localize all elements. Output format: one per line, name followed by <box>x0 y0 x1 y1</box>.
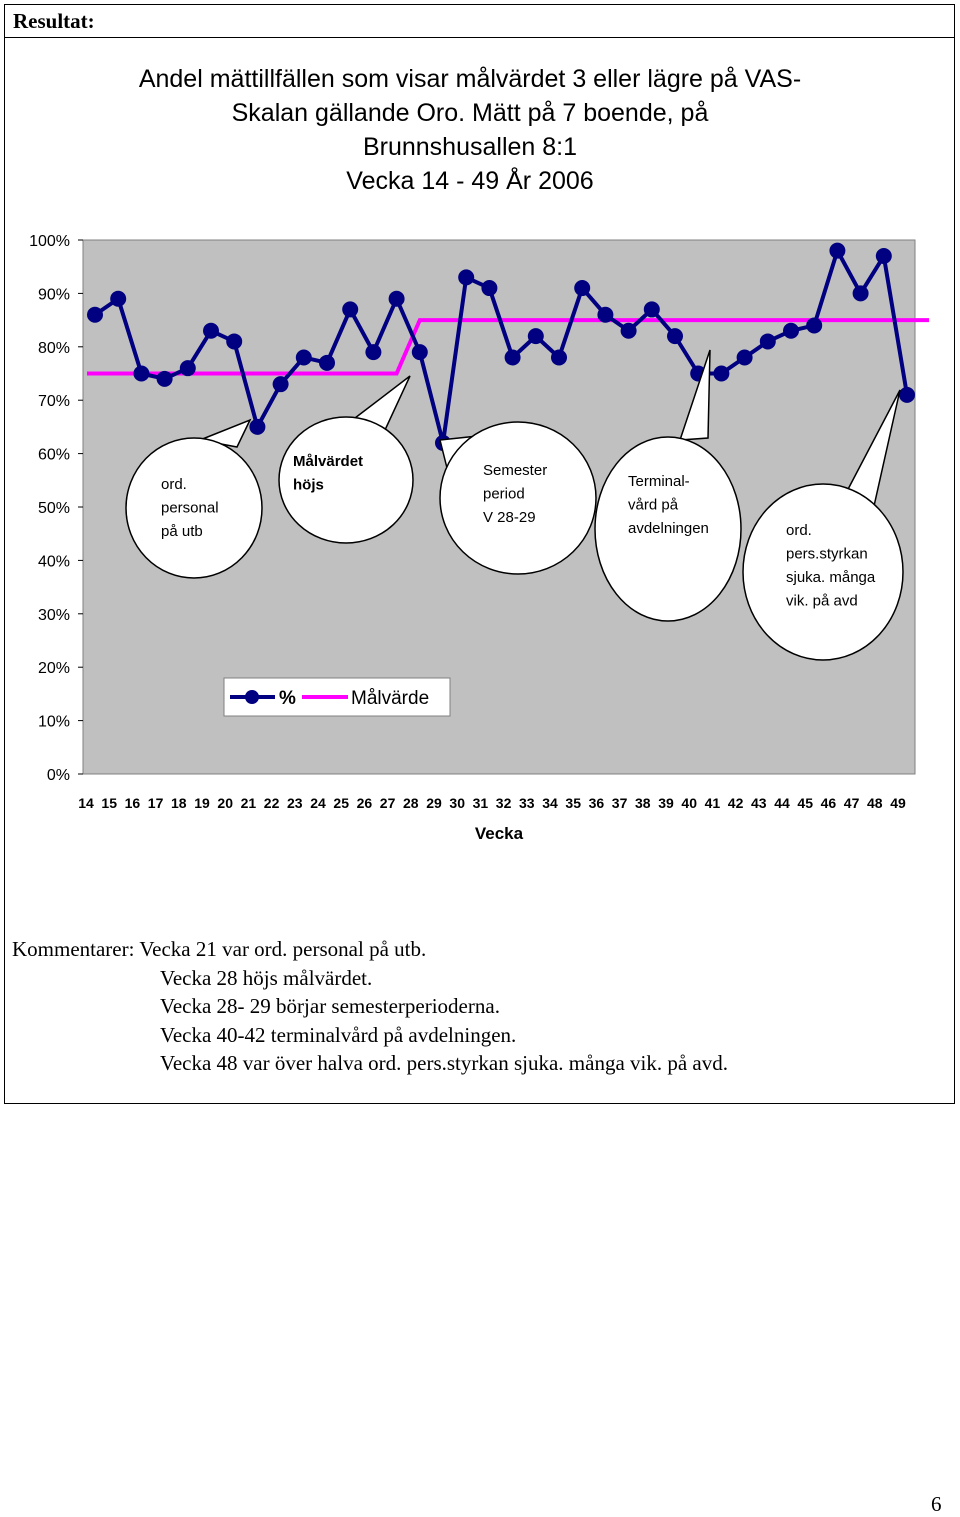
x-tick-label: 46 <box>820 795 837 811</box>
data-point <box>157 371 173 387</box>
callout-text: ord. <box>786 522 812 539</box>
x-tick-label: 49 <box>890 795 906 811</box>
x-tick-label: 26 <box>356 795 373 811</box>
y-axis <box>29 233 83 784</box>
x-tick-label: 34 <box>542 795 558 811</box>
data-point <box>319 355 335 371</box>
legend <box>224 678 450 716</box>
data-point <box>412 344 428 360</box>
callout-text: på utb <box>161 523 203 540</box>
chart-title-line-4: Vecka 14 - 49 År 2006 <box>346 167 594 195</box>
data-point <box>458 269 474 285</box>
callout-text: sjuka. många <box>786 569 876 586</box>
x-tick-label: 30 <box>449 795 465 811</box>
y-tick-label: 60% <box>37 446 70 464</box>
data-point <box>667 328 683 344</box>
x-axis-label: Vecka <box>474 824 524 843</box>
chart-title-line-2: Skalan gällande Oro. Mätt på 7 boende, på <box>231 99 709 127</box>
x-tick-label: 25 <box>333 795 349 811</box>
x-tick-label: 17 <box>147 795 164 811</box>
y-tick-label: 0% <box>46 767 70 784</box>
legend-marker-percent <box>245 690 259 704</box>
chart-title-line-3: Brunnshusallen 8:1 <box>362 133 578 161</box>
data-point <box>481 280 497 296</box>
x-tick-label: 22 <box>263 795 280 811</box>
data-point <box>273 376 289 392</box>
callout-bubble <box>440 422 596 574</box>
callout-text: personal <box>161 499 219 517</box>
data-point <box>133 366 149 382</box>
data-point <box>226 333 242 349</box>
callout-text: avdelningen <box>628 520 709 537</box>
data-point <box>574 280 590 296</box>
x-tick-label: 14 <box>78 795 94 811</box>
y-tick-label: 100% <box>29 233 70 250</box>
comment-line: Kommentarer: Vecka 21 var ord. personal på utb. <box>12 937 427 961</box>
data-point <box>296 349 312 365</box>
x-tick-label: 33 <box>519 795 535 811</box>
y-tick-label: 90% <box>37 286 70 304</box>
data-point <box>505 349 521 365</box>
y-tick-label: 70% <box>37 393 70 411</box>
x-tick-label: 28 <box>403 795 419 811</box>
x-tick-label: 23 <box>287 795 303 811</box>
x-tick-label: 40 <box>681 795 697 811</box>
section-label: Resultat: <box>13 9 95 33</box>
data-point <box>528 328 544 344</box>
data-point <box>110 291 126 307</box>
x-tick-label: 32 <box>495 795 512 811</box>
chart-title-line-1: Andel mättillfällen som visar målvärdet 3 eller lägre på VAS- <box>138 65 802 93</box>
callout-text: höjs <box>293 476 324 494</box>
data-point <box>551 349 567 365</box>
data-point <box>760 333 776 349</box>
data-point <box>621 323 637 339</box>
x-tick-label: 47 <box>843 795 860 811</box>
comments <box>12 935 728 1078</box>
x-tick-label: 27 <box>379 795 396 811</box>
data-point <box>644 301 660 317</box>
data-point <box>783 323 799 339</box>
x-tick-label: 24 <box>310 795 326 811</box>
callout-text: Målvärdet <box>293 453 364 470</box>
x-tick-label: 41 <box>704 795 721 811</box>
x-tick-label: 43 <box>751 795 767 811</box>
callout-text: Terminal- <box>628 473 690 490</box>
y-tick-label: 40% <box>37 553 70 571</box>
x-tick-label: 19 <box>194 795 210 811</box>
x-tick-label: 48 <box>867 795 883 811</box>
callout-text: vård på <box>628 496 679 514</box>
callout-text: vik. på avd <box>786 592 858 610</box>
callout-text: Semester <box>483 462 548 479</box>
x-tick-label: 45 <box>797 795 813 811</box>
comment-line: Vecka 28 höjs målvärdet. <box>160 965 373 990</box>
callout-text: V 28-29 <box>483 509 536 526</box>
x-tick-label: 20 <box>217 795 233 811</box>
data-point <box>737 349 753 365</box>
x-tick-label: 31 <box>472 795 489 811</box>
data-point <box>597 307 613 323</box>
data-point <box>899 387 915 403</box>
data-point <box>389 291 405 307</box>
y-tick-label: 10% <box>37 713 70 731</box>
legend-label-target: Målvärde <box>351 688 430 709</box>
x-tick-label: 39 <box>658 795 674 811</box>
x-tick-label: 35 <box>565 795 581 811</box>
x-tick-label: 15 <box>101 795 117 811</box>
x-tick-label: 42 <box>727 795 744 811</box>
legend-label-percent: % <box>279 688 296 709</box>
callout-text: period <box>483 485 525 503</box>
data-point <box>829 243 845 259</box>
data-point <box>853 285 869 301</box>
x-tick-label: 38 <box>635 795 651 811</box>
x-tick-label: 29 <box>426 795 442 811</box>
data-point <box>180 360 196 376</box>
comment-line: Vecka 28- 29 börjar semesterperioderna. <box>160 994 500 1018</box>
x-tick-label: 44 <box>774 795 790 811</box>
y-tick-label: 50% <box>37 500 70 517</box>
x-tick-label: 37 <box>611 795 628 811</box>
comment-line: Vecka 40-42 terminalvård på avdelningen. <box>160 1022 517 1047</box>
data-point <box>806 317 822 333</box>
y-tick-label: 80% <box>37 339 70 357</box>
comment-line: Vecka 48 var över halva ord. pers.styrkan sjuka. många vik. på avd. <box>160 1051 728 1075</box>
data-point <box>876 248 892 264</box>
y-tick-label: 30% <box>37 606 70 624</box>
data-point <box>365 344 381 360</box>
data-point <box>342 301 358 317</box>
data-point <box>713 366 729 382</box>
data-point <box>249 419 265 435</box>
callout-text: ord. <box>161 476 187 493</box>
x-axis <box>78 795 906 811</box>
data-point <box>87 307 103 323</box>
x-tick-label: 18 <box>171 795 187 811</box>
callout-text: pers.styrkan <box>786 545 868 563</box>
page-number: 6 <box>931 1492 942 1516</box>
y-tick-label: 20% <box>37 660 70 678</box>
data-point <box>203 323 219 339</box>
x-tick-label: 16 <box>124 795 141 811</box>
x-tick-label: 36 <box>588 795 605 811</box>
x-tick-label: 21 <box>240 795 257 811</box>
